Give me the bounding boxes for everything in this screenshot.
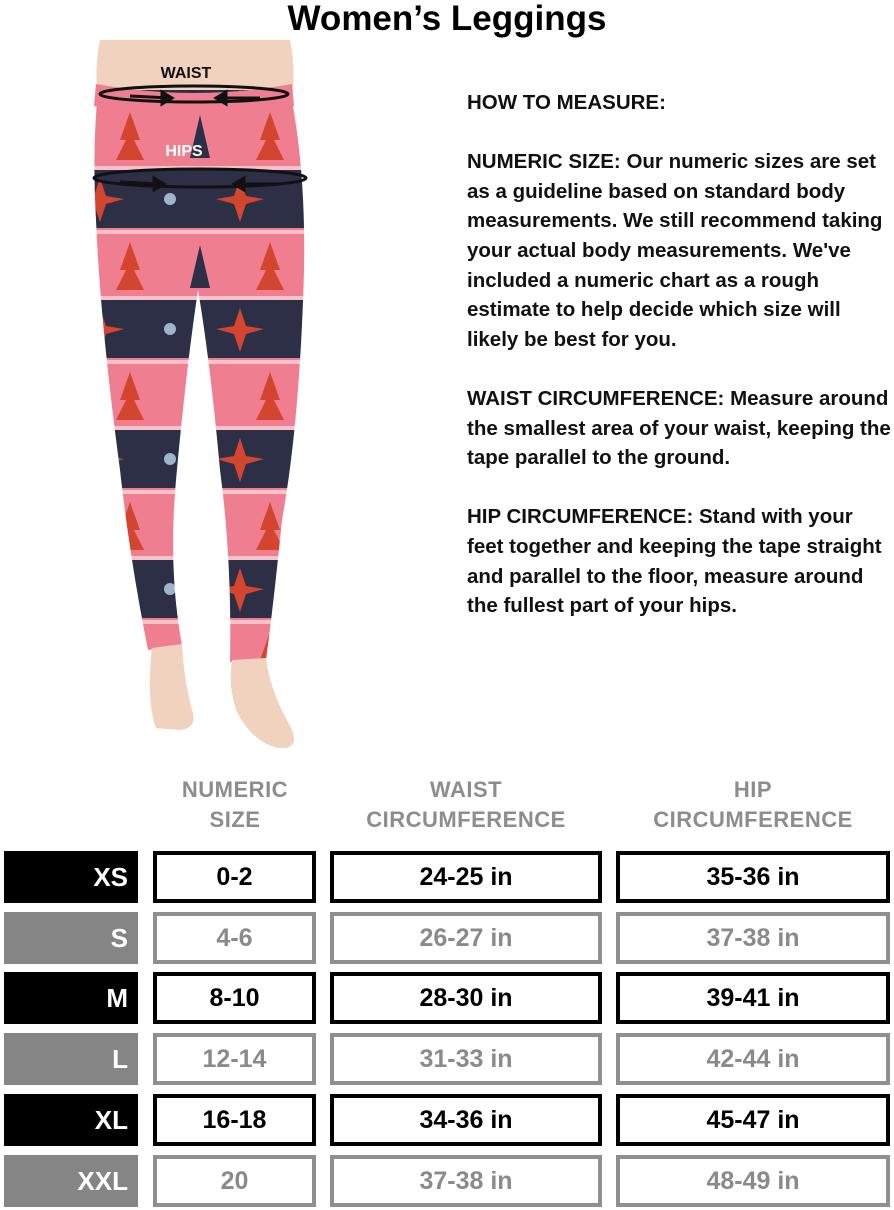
size-row-xl (0, 1094, 894, 1146)
page-title: Women’s Leggings (287, 0, 607, 38)
size-row-l (0, 1033, 894, 1085)
size-label: XXL (4, 1155, 138, 1207)
column-header-hip: HIP CIRCUMFERENCE (653, 777, 853, 832)
leggings-model-image (60, 40, 340, 760)
hip-cell: 45-47 in (616, 1094, 890, 1146)
guide-heading: HOW TO MEASURE: (467, 91, 666, 114)
waist-instructions: WAIST CIRCUMFERENCE: Measure around the smallest area of your waist, keeping the tape parallel to the ground. (467, 386, 891, 470)
waist-cell: 26-27 in (330, 912, 602, 964)
size-row-xxl (0, 1155, 894, 1207)
size-label: S (4, 912, 138, 964)
waist-cell: 31-33 in (330, 1033, 602, 1085)
waist-marker-label: WAIST (160, 65, 212, 82)
waist-cell: 37-38 in (330, 1155, 602, 1207)
measuring-guide (467, 88, 892, 650)
waist-cell: 24-25 in (330, 851, 602, 903)
hips-marker-label: HIPS (165, 143, 203, 160)
size-row-xs (0, 851, 894, 903)
size-label: XS (4, 851, 138, 903)
hip-cell: 35-36 in (616, 851, 890, 903)
size-row-s (0, 912, 894, 964)
numeric-size-cell: 20 (153, 1155, 316, 1207)
waist-cell: 28-30 in (330, 972, 602, 1024)
size-row-m (0, 972, 894, 1024)
hip-cell: 42-44 in (616, 1033, 890, 1085)
column-header-waist: WAIST CIRCUMFERENCE (366, 777, 566, 832)
numeric-size-cell: 12-14 (153, 1033, 316, 1085)
numeric-size-cell: 8-10 (153, 972, 316, 1024)
hip-instructions: HIP CIRCUMFERENCE: Stand with your feet together and keeping the tape straight and parallel to the floor, measure around the fullest part of your hips. (467, 505, 882, 618)
size-label: L (4, 1033, 138, 1085)
column-header-numeric-size: NUMERIC SIZE (181, 777, 289, 832)
numeric-size-instructions: NUMERIC SIZE: Our numeric sizes are set as a guideline based on standard body measurements. We still recommend taking your actual body measurements. We've included a numeric chart as a rough estimate to help decide which size will likely be best for you. (467, 150, 883, 351)
hip-cell: 48-49 in (616, 1155, 890, 1207)
numeric-size-cell: 16-18 (153, 1094, 316, 1146)
size-label: XL (4, 1094, 138, 1146)
waist-cell: 34-36 in (330, 1094, 602, 1146)
numeric-size-cell: 0-2 (153, 851, 316, 903)
numeric-size-cell: 4-6 (153, 912, 316, 964)
size-label: M (4, 972, 138, 1024)
hip-cell: 39-41 in (616, 972, 890, 1024)
hip-cell: 37-38 in (616, 912, 890, 964)
